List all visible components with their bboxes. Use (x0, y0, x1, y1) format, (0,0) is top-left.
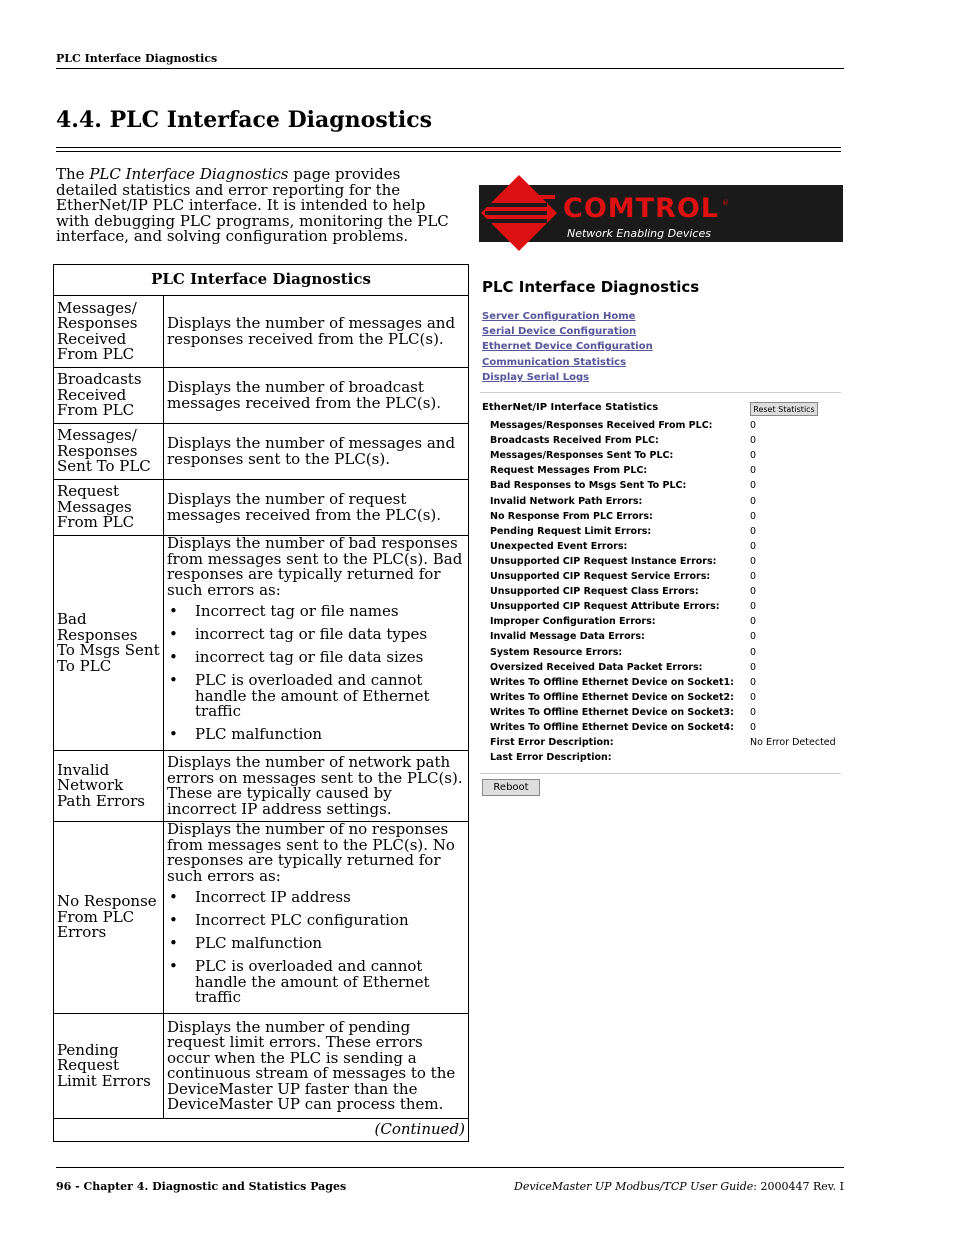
stat-value: 0 (750, 540, 757, 552)
row-term: Messages/ Responses Received From PLC (54, 296, 164, 368)
table-row (54, 368, 469, 424)
stat-label: Unexpected Event Errors: (490, 540, 628, 552)
stat-label: Last Error Description: (490, 752, 612, 764)
table-row (54, 424, 469, 480)
footer-doc-title: DeviceMaster UP Modbus/TCP User Guide: 2000447 Rev. I (514, 1180, 844, 1193)
stat-label: System Resource Errors: (490, 646, 623, 658)
header-rule (56, 68, 844, 69)
stat-label: No Response From PLC Errors: (490, 510, 653, 522)
stat-label: Writes To Offline Ethernet Device on Socket3: (490, 706, 734, 718)
table-row (54, 480, 469, 536)
stat-label: Oversized Received Data Packet Errors: (490, 661, 703, 673)
stats-heading: EtherNet/IP Interface Statistics (482, 402, 659, 413)
table-row (54, 751, 469, 822)
reset-statistics-button[interactable]: Reset Statistics (750, 402, 818, 416)
row-description (164, 424, 469, 480)
row-term: Pending Request Limit Errors (54, 1014, 164, 1119)
screenshot-page-title: PLC Interface Diagnostics (482, 278, 700, 296)
bullet-item: • PLC is overloaded and cannot handle the amount of Ethernet traffic (195, 959, 465, 1006)
table-row (54, 296, 469, 368)
logo-emblem-icon (479, 173, 559, 253)
row-description (164, 536, 469, 751)
stat-label: Improper Configuration Errors: (490, 616, 656, 628)
stat-value: 0 (750, 435, 757, 447)
diagnostics-table (53, 264, 469, 1142)
row-description (164, 751, 469, 822)
bullet-item: • Incorrect PLC configuration (195, 913, 465, 929)
divider (480, 773, 841, 774)
table-row (54, 1014, 469, 1119)
stat-label: Writes To Offline Ethernet Device on Socket4: (490, 722, 734, 733)
stat-label: Messages/Responses Sent To PLC: (490, 450, 674, 462)
stat-value: 0 (750, 465, 757, 477)
description-text: Displays the number of messages and responses received from the PLC(s). (167, 314, 456, 348)
title-rule (56, 151, 841, 152)
bullet-list (167, 890, 465, 1006)
stat-label: Unsupported CIP Request Attribute Errors: (490, 601, 720, 613)
stat-value: 0 (750, 631, 757, 643)
stat-value: No Error Detected (750, 737, 836, 749)
description-text: Displays the number of no responses from messages sent to the PLC(s). No responses are typically returned for such errors as: (167, 820, 455, 885)
title-rule (56, 147, 841, 148)
footer-rule (56, 1167, 844, 1168)
stat-value: 0 (750, 601, 757, 613)
nav-link-serial-logs[interactable]: Display Serial Logs (482, 372, 590, 383)
stat-label: First Error Description: (490, 737, 614, 749)
row-description (164, 368, 469, 424)
row-description (164, 296, 469, 368)
nav-link-ethernet-config[interactable]: Ethernet Device Configuration (482, 341, 653, 352)
stat-label: Invalid Network Path Errors: (490, 495, 643, 507)
logo-registered-mark: ® (722, 199, 729, 207)
table-row (54, 536, 469, 751)
stat-label: Unsupported CIP Request Class Errors: (490, 586, 699, 598)
stat-value: 0 (750, 480, 757, 492)
row-term: Messages/ Responses Sent To PLC (54, 424, 164, 480)
intro-paragraph: The PLC Interface Diagnostics page provides detailed statistics and error reporting for the EtherNet/IP PLC interface. It is intended to help with debugging PLC programs, monitoring the PLC interface, and solving configuration problems. (56, 165, 449, 245)
bullet-item: • incorrect tag or file data types (195, 627, 465, 643)
description-text: Displays the number of broadcast messages received from the PLC(s). (167, 378, 442, 412)
continued-note: (Continued) (54, 1119, 469, 1142)
footer-page-label: 96 - Chapter 4. Diagnostic and Statistics Pages (56, 1180, 347, 1193)
stat-value: 0 (750, 525, 757, 537)
reboot-button[interactable]: Reboot (482, 779, 540, 796)
stat-value: 0 (750, 691, 757, 703)
description-text: Displays the number of pending request limit errors. These errors occur when the PLC is sending a continuous stream of messages to the DeviceMaster UP faster than the DeviceMaster UP can process them. (167, 1017, 456, 1113)
row-term: Request Messages From PLC (54, 480, 164, 536)
stat-value: 0 (750, 646, 757, 658)
bullet-item: • PLC malfunction (195, 727, 465, 743)
nav-link-server-config[interactable]: Server Configuration Home (482, 311, 636, 322)
stat-value: 0 (750, 706, 757, 718)
section-title: 4.4. PLC Interface Diagnostics (56, 107, 433, 133)
description-text: Displays the number of messages and responses sent to the PLC(s). (167, 434, 456, 468)
stat-label: Request Messages From PLC: (490, 465, 648, 477)
logo-wordmark: COMTROL (563, 193, 720, 224)
stat-value: 0 (750, 571, 757, 582)
row-term: Invalid Network Path Errors (54, 751, 164, 822)
row-term: Bad Responses To Msgs Sent To PLC (54, 536, 164, 751)
table-header: PLC Interface Diagnostics (54, 265, 469, 296)
bullet-list (167, 604, 465, 743)
bullet-item: • PLC is overloaded and cannot handle the amount of Ethernet traffic (195, 673, 465, 720)
running-header: PLC Interface Diagnostics (56, 52, 218, 65)
bullet-item: • Incorrect IP address (195, 890, 465, 906)
stat-label: Broadcasts Received From PLC: (490, 435, 659, 447)
table-row (54, 822, 469, 1014)
bullet-item: • Incorrect tag or file names (195, 604, 465, 620)
stat-label: Writes To Offline Ethernet Device on Socket2: (490, 691, 734, 703)
stat-value: 0 (750, 616, 757, 628)
stat-value: 0 (750, 555, 757, 567)
stat-value: 0 (750, 420, 757, 431)
row-term: No Response From PLC Errors (54, 822, 164, 1014)
logo-tagline: Network Enabling Devices (567, 227, 711, 240)
stat-value: 0 (750, 676, 757, 688)
divider (480, 392, 841, 393)
stat-label: Bad Responses to Msgs Sent To PLC: (490, 480, 687, 492)
row-description (164, 480, 469, 536)
stat-label: Unsupported CIP Request Instance Errors: (490, 555, 717, 567)
row-description (164, 822, 469, 1014)
stat-label: Messages/Responses Received From PLC: (490, 420, 713, 431)
stat-value: 0 (750, 450, 757, 462)
nav-link-comm-stats[interactable]: Communication Statistics (482, 357, 627, 368)
row-term: Broadcasts Received From PLC (54, 368, 164, 424)
description-text: Displays the number of network path errors on messages sent to the PLC(s). These are typically caused by incorrect IP address settings. (167, 753, 463, 818)
stat-value: 0 (750, 722, 757, 733)
stat-value: 0 (750, 510, 757, 522)
bullet-item: • PLC malfunction (195, 936, 465, 952)
description-text: Displays the number of request messages received from the PLC(s). (167, 490, 442, 524)
stat-label: Invalid Message Data Errors: (490, 631, 645, 643)
stat-label: Unsupported CIP Request Service Errors: (490, 571, 711, 582)
stat-value: 0 (750, 495, 757, 507)
stat-value: 0 (750, 586, 757, 598)
bullet-item: • incorrect tag or file data sizes (195, 650, 465, 666)
nav-link-serial-config[interactable]: Serial Device Configuration (482, 326, 637, 337)
description-text: Displays the number of bad responses from messages sent to the PLC(s). Bad responses are typically returned for such errors as: (167, 534, 463, 599)
stat-label: Writes To Offline Ethernet Device on Socket1: (490, 676, 734, 688)
stat-label: Pending Request Limit Errors: (490, 525, 652, 537)
row-description (164, 1014, 469, 1119)
stat-value: 0 (750, 661, 757, 673)
